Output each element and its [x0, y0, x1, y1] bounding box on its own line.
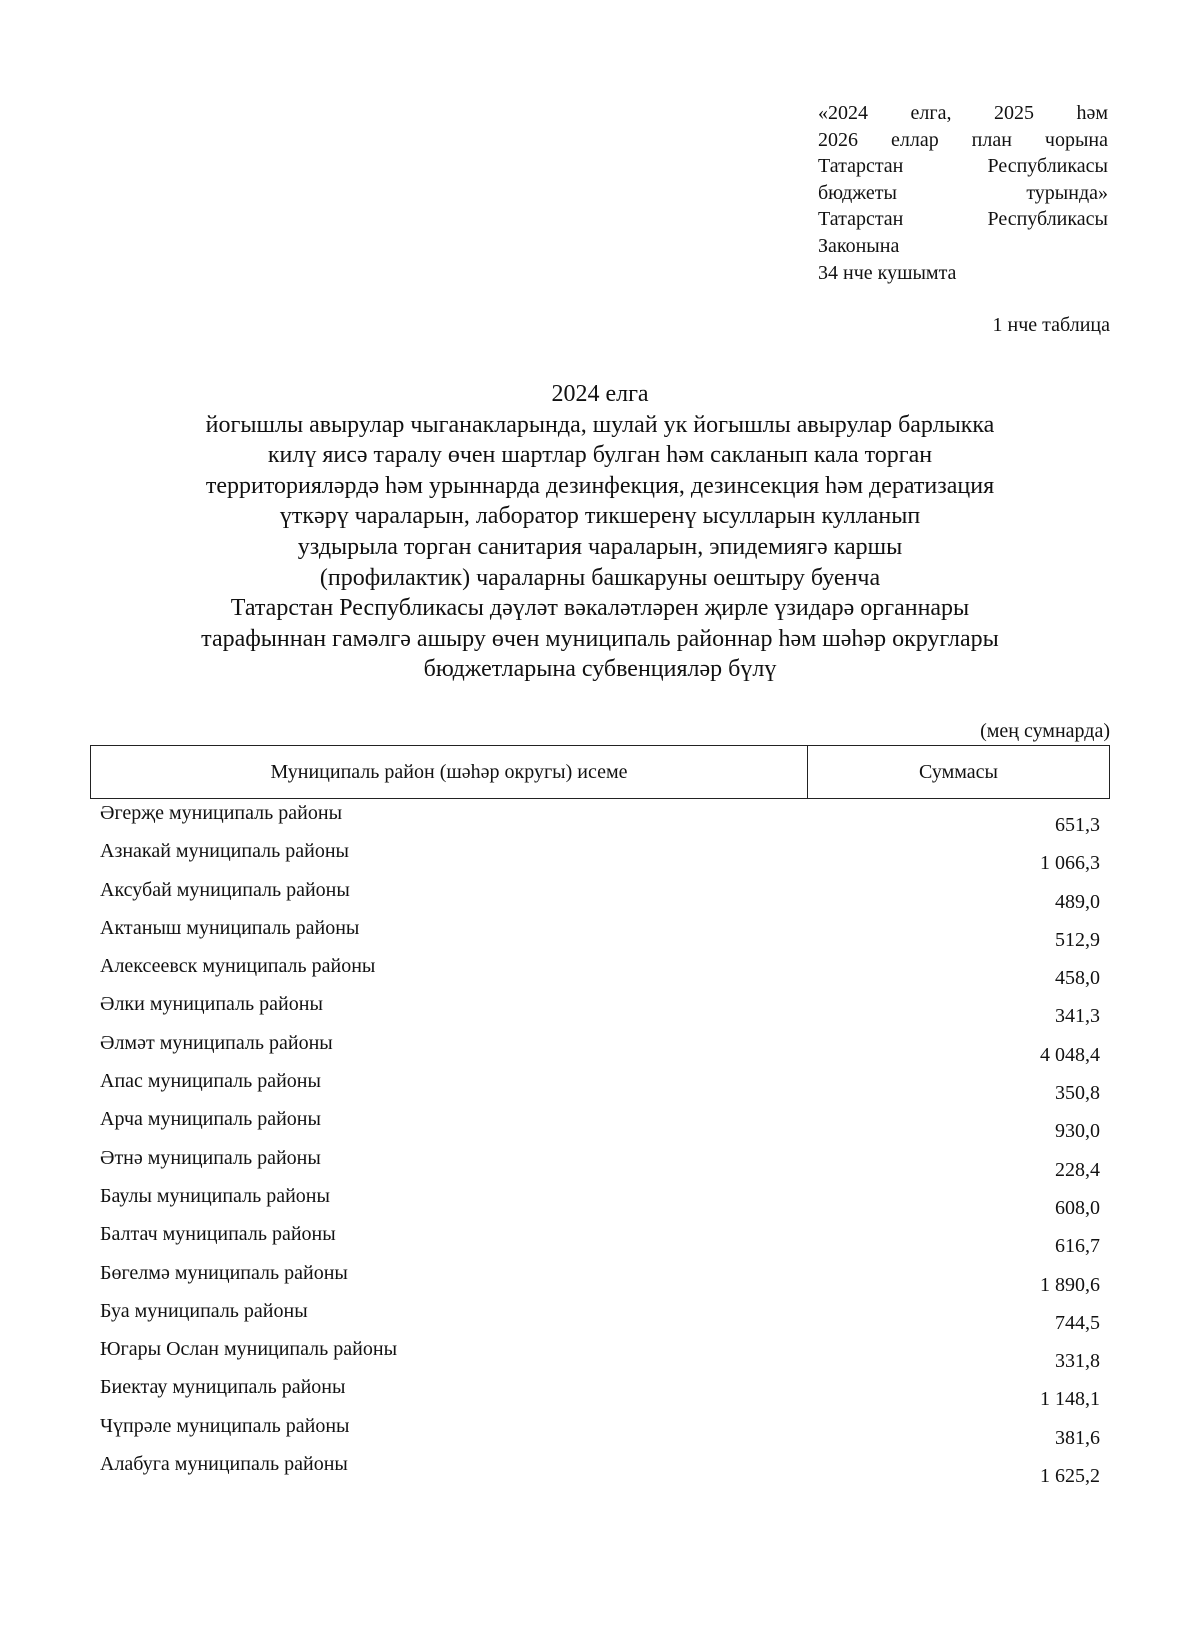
row-value: 1 890,6	[1040, 1273, 1100, 1296]
table-row	[100, 1070, 1100, 1108]
row-name: Әгерҗе муниципаль районы	[100, 802, 343, 824]
row-value: 616,7	[1055, 1235, 1100, 1258]
row-value: 489,0	[1055, 890, 1100, 913]
title-line: уздырыла торган санитария чараларын, эпидемиягә каршы	[297, 533, 903, 560]
table-header	[90, 745, 1110, 799]
row-value: 458,0	[1055, 967, 1100, 990]
table-row	[100, 1147, 1100, 1185]
row-name: Азнакай муниципаль районы	[100, 840, 349, 863]
column-header-name: Муниципаль район (шәһәр округы) исеме	[91, 746, 808, 798]
appendix-line: Татарстан Республикасы	[818, 208, 1108, 231]
table-row	[100, 1338, 1100, 1376]
title-line: Татарстан Республикасы дәүләт вәкаләтләрен җирле үзидарә органнары	[230, 595, 970, 622]
row-name: Алабуга муниципаль районы	[100, 1453, 348, 1476]
row-name: Апас муниципаль районы	[100, 1070, 321, 1093]
row-name: Әлки муниципаль районы	[100, 993, 323, 1016]
table-number: 1 нче таблица	[992, 314, 1110, 336]
title-line: килү яисә таралу өчен шартлар булган һәм сакланып кала торган	[267, 442, 933, 469]
row-value: 381,6	[1055, 1426, 1100, 1449]
appendix-line: «2024 елга, 2025 һәм	[818, 102, 1108, 124]
title-line: тарафыннан гамәлгә ашыру өчен муниципаль районнар һәм шәһәр округлары	[201, 625, 999, 652]
row-value: 1 066,3	[1040, 852, 1100, 875]
appendix-line: Татарстан Республикасы	[818, 155, 1108, 178]
row-value: 1 148,1	[1040, 1388, 1100, 1411]
title-line: үткәрү чараларын, лаборатор тикшеренү ысулларын кулланып	[279, 503, 921, 530]
row-value: 512,9	[1055, 928, 1100, 951]
row-name: Чүпрәле муниципаль районы	[100, 1414, 350, 1437]
row-name: Арча муниципаль районы	[100, 1108, 321, 1131]
row-name: Балтач муниципаль районы	[100, 1223, 336, 1246]
table-row	[100, 955, 1100, 993]
table-row	[100, 840, 1100, 878]
appendix-line: бюджеты турында»	[818, 181, 1108, 204]
row-name: Актаныш муниципаль районы	[100, 916, 360, 939]
row-value: 651,3	[1055, 814, 1100, 836]
table-row	[100, 802, 1100, 840]
table-row	[100, 879, 1100, 917]
units-label: (мең сумнарда)	[980, 720, 1110, 742]
row-name: Әтнә муниципаль районы	[100, 1146, 321, 1169]
table-row	[100, 1108, 1100, 1146]
row-name: Алексеевск муниципаль районы	[100, 955, 376, 978]
table-row	[100, 1415, 1100, 1453]
appendix-note	[818, 100, 1108, 286]
row-value: 608,0	[1055, 1196, 1100, 1219]
row-name: Буа муниципаль районы	[100, 1299, 308, 1322]
table-body	[100, 802, 1100, 1491]
row-value: 744,5	[1055, 1311, 1100, 1334]
title-line: территорияләрдә һәм урыннарда дезинфекция, дезинсекция һәм дератизация	[205, 472, 995, 499]
title-line: (профилактик) чараларны башкаруны оештыру буенча	[319, 564, 881, 591]
appendix-line: Законына	[818, 234, 900, 257]
row-value: 1 625,2	[1040, 1465, 1100, 1488]
table-row	[100, 1223, 1100, 1261]
row-value: 341,3	[1055, 1005, 1100, 1028]
row-name: Югары Ослан муниципаль районы	[100, 1338, 398, 1361]
row-value: 930,0	[1055, 1120, 1100, 1143]
row-name: Аксубай муниципаль районы	[100, 878, 350, 901]
title-line: 2024 елга	[551, 381, 649, 407]
document-title	[90, 379, 1110, 685]
appendix-line: 34 нче кушымта	[818, 261, 957, 284]
table-row	[100, 993, 1100, 1031]
row-value: 4 048,4	[1040, 1043, 1100, 1066]
table-row	[100, 1300, 1100, 1338]
row-name: Әлмәт муниципаль районы	[100, 1031, 333, 1054]
table-row	[100, 1453, 1100, 1491]
table-row	[100, 1262, 1100, 1300]
row-name: Бөгелмә муниципаль районы	[100, 1261, 348, 1284]
column-header-sum: Суммасы	[919, 760, 998, 783]
title-line: бюджетларына субвенцияләр бүлү	[423, 656, 777, 683]
table-row	[100, 1185, 1100, 1223]
row-value: 331,8	[1055, 1350, 1100, 1373]
table-row	[100, 917, 1100, 955]
row-name: Биектау муниципаль районы	[100, 1376, 346, 1399]
row-value: 228,4	[1055, 1158, 1100, 1181]
row-name: Баулы муниципаль районы	[100, 1184, 330, 1207]
row-value: 350,8	[1055, 1082, 1100, 1105]
appendix-line: 2026 еллар план чорына	[818, 128, 1108, 151]
table-row	[100, 1376, 1100, 1414]
table-row	[100, 1032, 1100, 1070]
title-line: йогышлы авырулар чыганакларында, шулай ук йогышлы авырулар барлыкка	[205, 411, 995, 438]
